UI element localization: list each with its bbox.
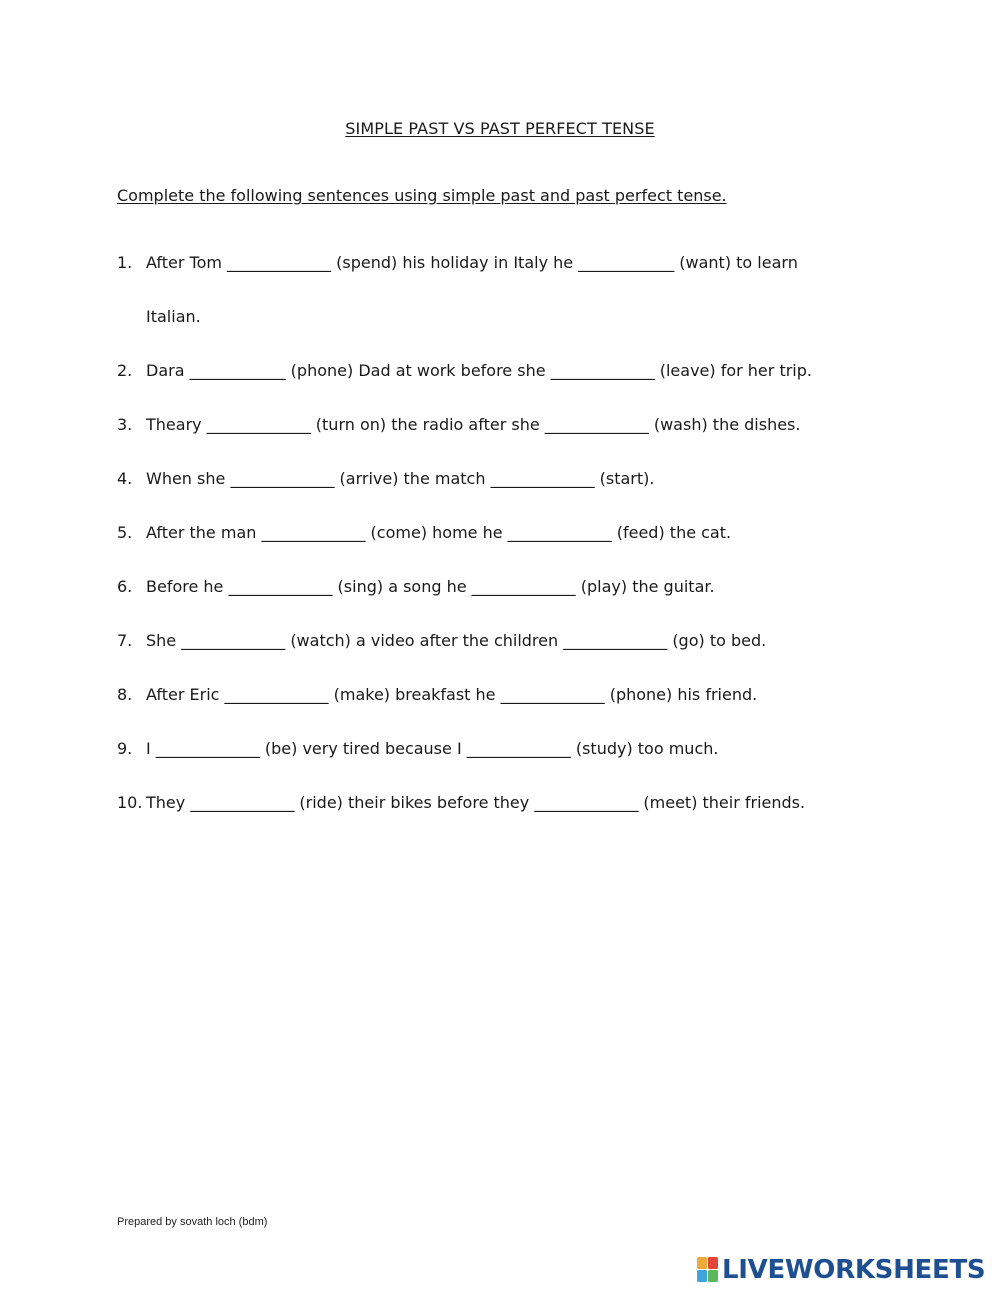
question-number: 10. [117, 793, 143, 812]
question-1 [117, 253, 798, 272]
question-5 [117, 523, 731, 542]
question-text: When she _____________ (arrive) the match _____________ (start). [146, 469, 655, 488]
question-number: 2. [117, 361, 133, 380]
question-text: After Eric _____________ (make) breakfast he _____________ (phone) his friend. [146, 685, 758, 704]
question-text: I _____________ (be) very tired because I _____________ (study) too much. [146, 739, 719, 758]
question-text: She _____________ (watch) a video after the children _____________ (go) to bed. [146, 631, 767, 650]
question-text: After the man _____________ (come) home he _____________ (feed) the cat. [146, 523, 732, 542]
question-7 [117, 631, 766, 650]
question-number: 9. [117, 739, 133, 758]
question-8 [117, 685, 757, 704]
question-number: 1. [117, 253, 133, 272]
question-text: Dara ____________ (phone) Dad at work before she _____________ (leave) for her trip. [146, 361, 812, 380]
question-10 [117, 793, 805, 812]
instructions: Complete the following sentences using simple past and past perfect tense. [117, 186, 727, 205]
question-1-continuation: Italian. [146, 307, 201, 326]
question-text: Before he _____________ (sing) a song he _____________ (play) the guitar. [146, 577, 715, 596]
question-2 [117, 361, 812, 380]
question-4 [117, 469, 654, 488]
question-text: After Tom _____________ (spend) his holiday in Italy he ____________ (want) to learn [146, 253, 798, 272]
question-3 [117, 415, 800, 434]
question-9 [117, 739, 718, 758]
question-number: 7. [117, 631, 133, 650]
question-text: Theary _____________ (turn on) the radio after she _____________ (wash) the dishes. [146, 415, 801, 434]
question-number: 5. [117, 523, 133, 542]
question-number: 3. [117, 415, 133, 434]
question-number: 4. [117, 469, 133, 488]
question-number: 6. [117, 577, 133, 596]
brand-text: LIVEWORKSHEETS [722, 1255, 986, 1285]
question-6 [117, 577, 715, 596]
liveworksheets-brand[interactable] [697, 1254, 985, 1286]
question-text: They _____________ (ride) their bikes before they _____________ (meet) their friends. [146, 793, 806, 812]
footer-prepared-by: Prepared by sovath loch (bdm) [117, 1216, 268, 1228]
page-title: SIMPLE PAST VS PAST PERFECT TENSE [345, 119, 655, 138]
liveworksheets-blocks-icon [697, 1257, 719, 1283]
question-number: 8. [117, 685, 133, 704]
